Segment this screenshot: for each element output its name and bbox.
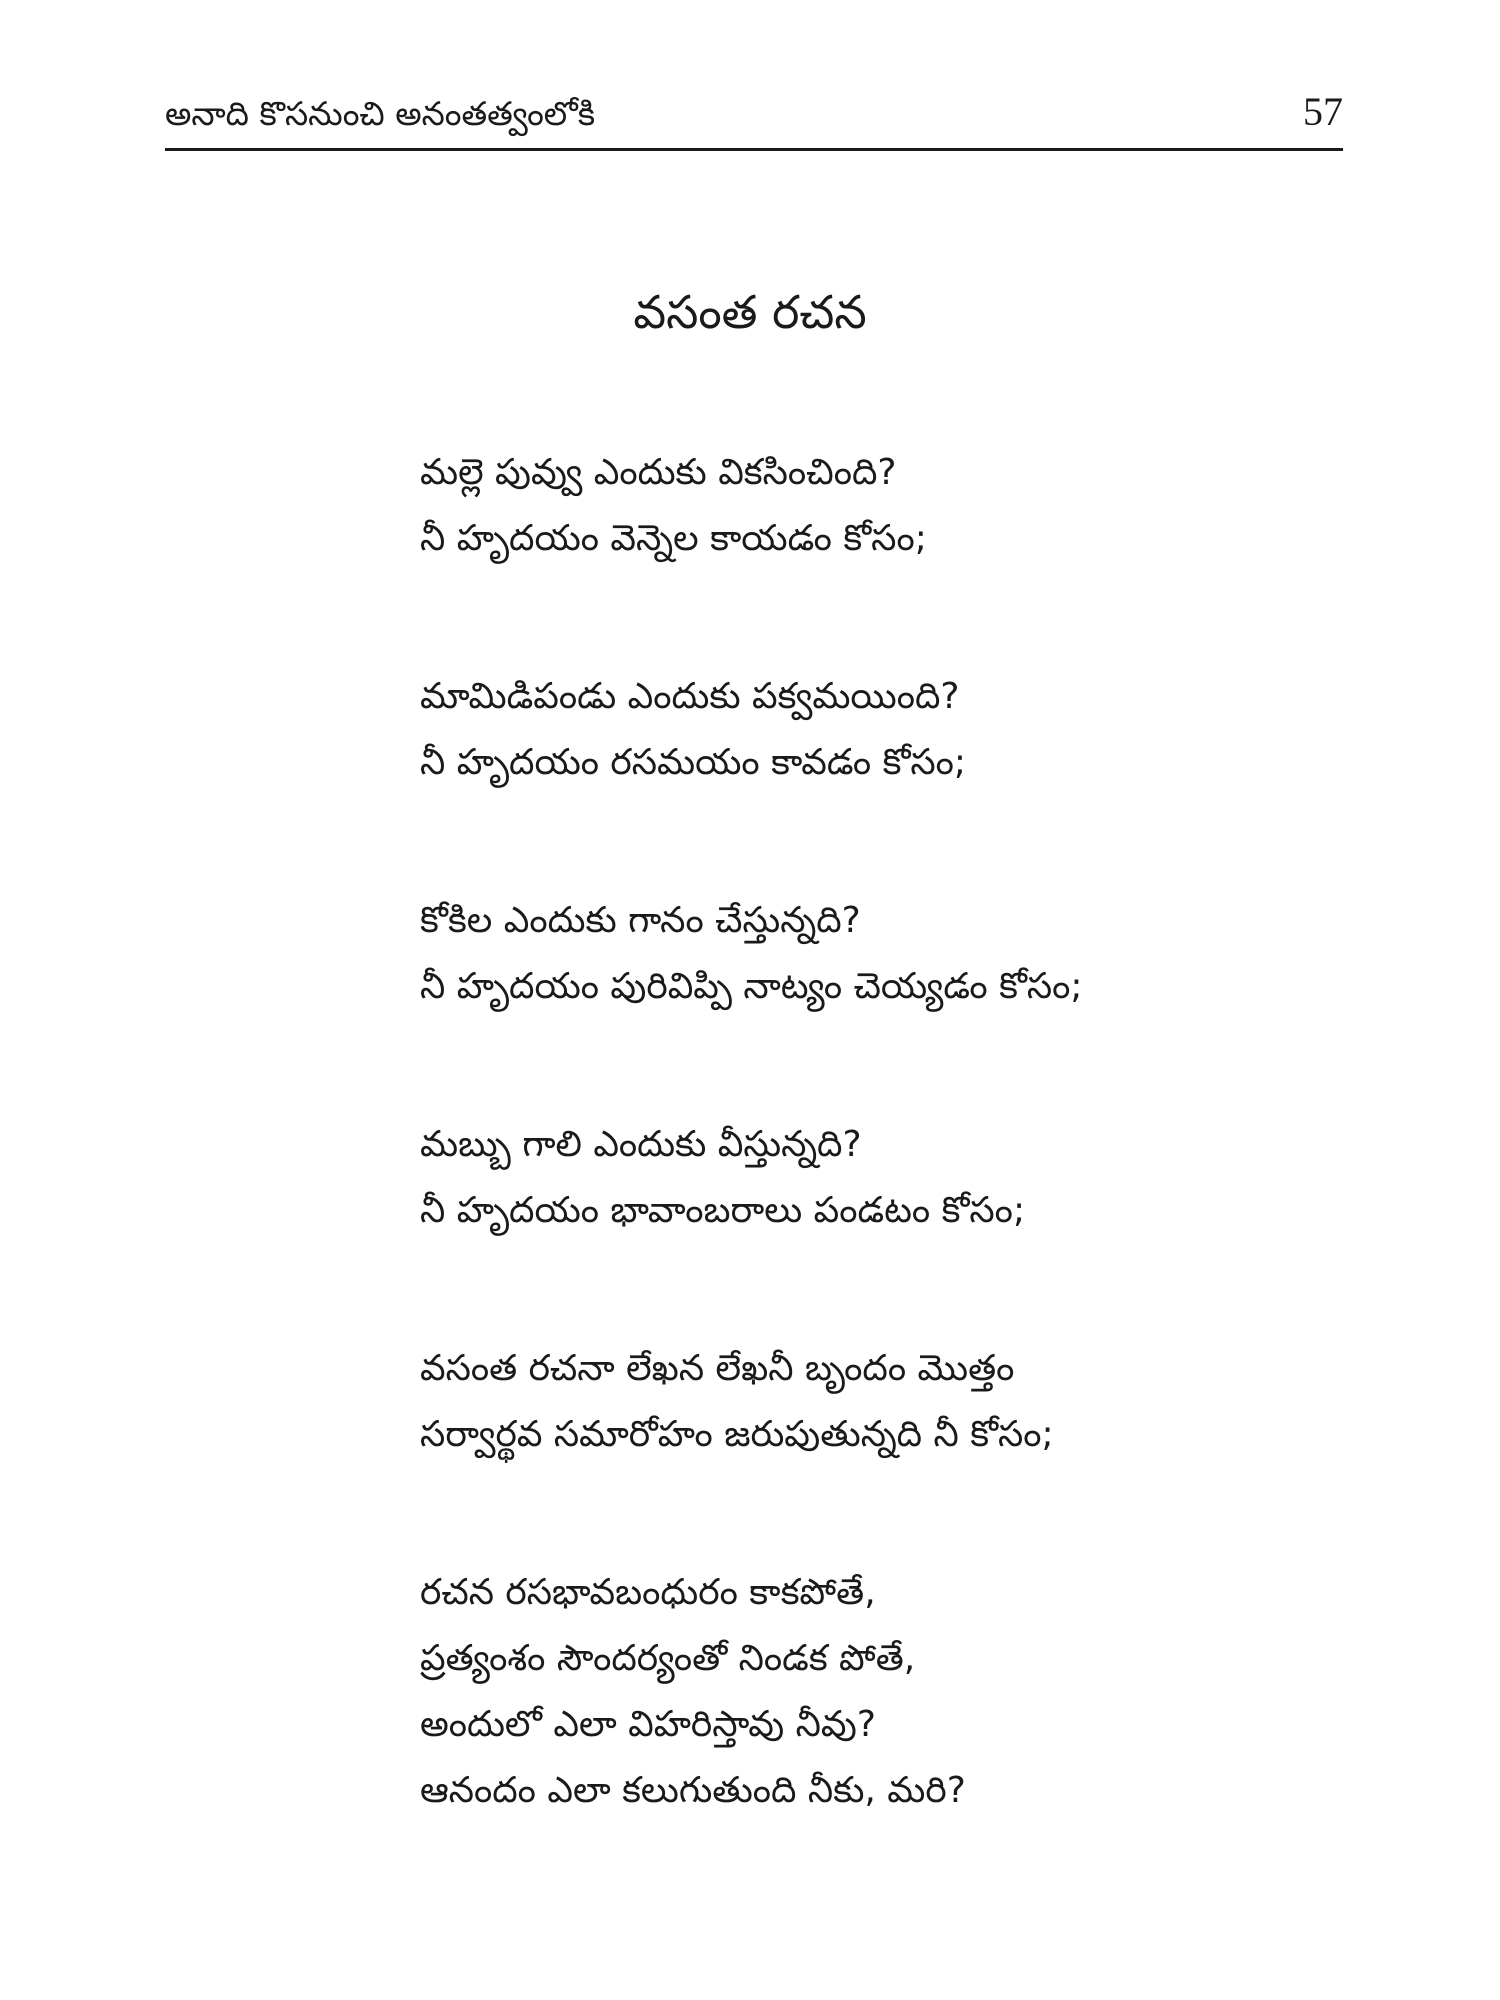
poem-line: మబ్బు గాలి ఎందుకు వీస్తున్నది? [420, 1124, 862, 1165]
poem-line: కోకిల ఎందుకు గానం చేస్తున్నది? [420, 900, 861, 941]
stanza [420, 440, 1420, 572]
running-header [165, 88, 1343, 148]
poem-body [420, 440, 1420, 1916]
poem-line: ఆనందం ఎలా కలుగుతుంది నీకు, మరి? [420, 1770, 966, 1811]
running-title: అనాది కొసనుంచి అనంతత్వంలోకి [165, 94, 596, 133]
stanza [420, 664, 1420, 796]
poem-line: నీ హృదయం భావాంబరాలు పండటం కోసం; [420, 1190, 1026, 1231]
stanza [420, 1112, 1420, 1244]
poem-line: మామిడిపండు ఎందుకు పక్వమయింది? [420, 676, 960, 717]
stanza [420, 888, 1420, 1020]
poem-line: నీ హృదయం పురివిప్పి నాట్యం చెయ్యడం కోసం; [420, 966, 1083, 1007]
poem-line: నీ హృదయం రసమయం కావడం కోసం; [420, 742, 967, 783]
page-number: 57 [1303, 89, 1343, 134]
poem-line: వసంత రచనా లేఖన లేఖనీ బృందం మొత్తం [420, 1348, 1015, 1389]
poem-line: నీ హృదయం వెన్నెల కాయడం కోసం; [420, 518, 927, 559]
stanza [420, 1336, 1420, 1468]
stanza [420, 1560, 1420, 1824]
poem-line: సర్వార్థవ సమారోహం జరుపుతున్నది నీ కోసం; [420, 1414, 1054, 1455]
poem-line: ప్రత్యంశం సౌందర్యంతో నిండక పోతే, [420, 1638, 916, 1679]
header-rule [165, 148, 1343, 151]
poem-line: రచన రసభావబంధురం కాకపోతే, [420, 1572, 876, 1613]
poem-line: అందులో ఎలా విహరిస్తావు నీవు? [420, 1704, 876, 1745]
poem-title: వసంత రచన [633, 285, 867, 339]
poem-line: మల్లె పువ్వు ఎందుకు వికసించింది? [420, 452, 897, 493]
